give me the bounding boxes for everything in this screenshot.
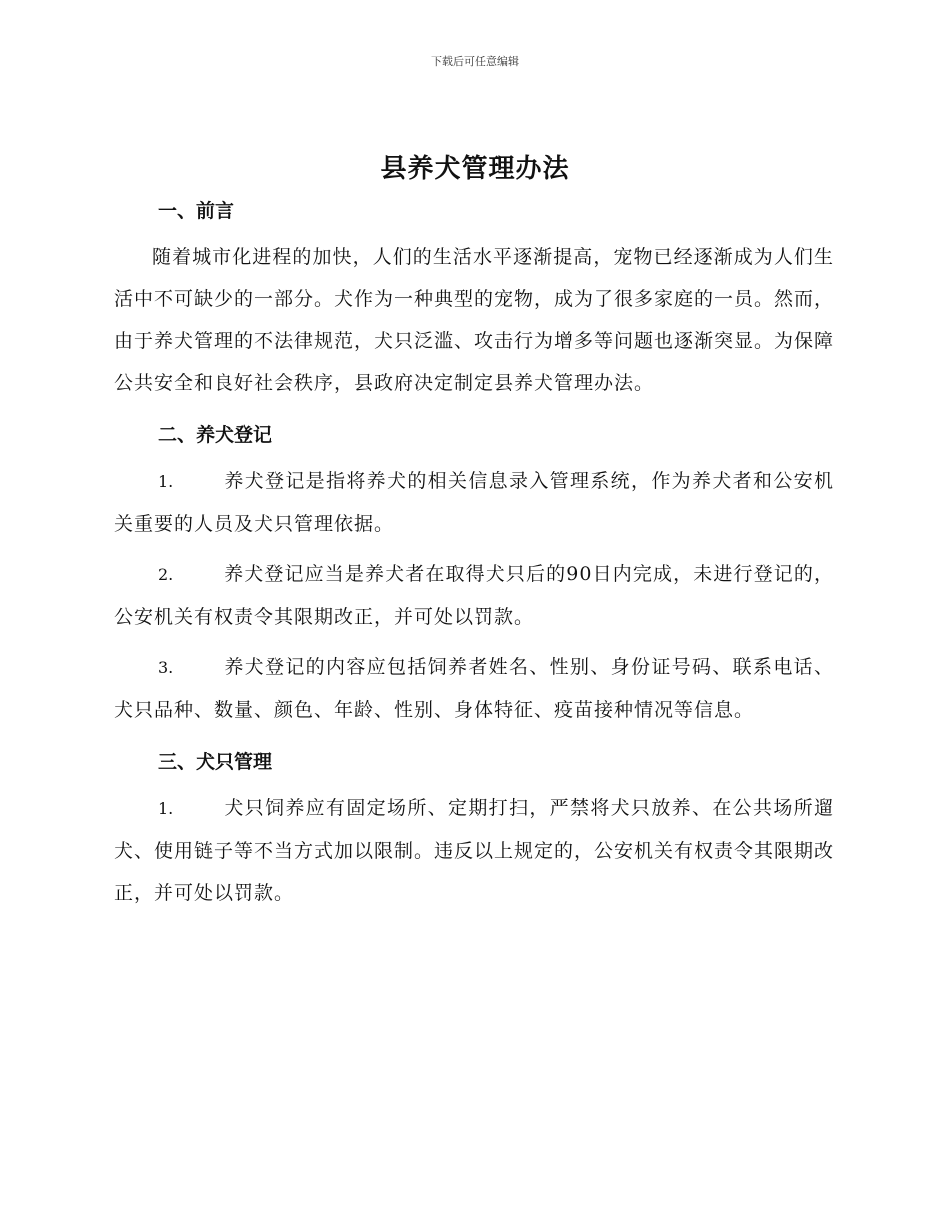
item-text: 犬只饲养应有固定场所、定期打扫，严禁将犬只放养、在公共场所遛犬、使用链子等不当方式加以限制。违反以上规定的，公安机关有权责令其限期改正，并可处以罚款。 (114, 797, 835, 904)
registration-item-2 (114, 553, 834, 638)
registration-item-3 (114, 646, 834, 731)
section-heading-preface: 一、前言 (158, 200, 235, 222)
registration-item-1 (114, 460, 834, 545)
management-item-1 (114, 787, 834, 914)
item-number: 3. (158, 658, 174, 677)
document-body (114, 194, 834, 914)
item-number: 1. (158, 799, 174, 818)
item-text: 养犬登记是指将养犬的相关信息录入管理系统，作为养犬者和公安机关重要的人员及犬只管理依据。 (114, 470, 834, 535)
item-text: 养犬登记应当是养犬者在取得犬只后的90日内完成，未进行登记的，公安机关有权责令其限期改正，并可处以罚款。 (114, 563, 834, 628)
item-number: 2. (158, 565, 174, 584)
document-title: 县养犬管理办法 (380, 154, 570, 184)
item-number: 1. (158, 472, 174, 491)
preface-paragraph: 随着城市化进程的加快，人们的生活水平逐渐提高，宠物已经逐渐成为人们生活中不可缺少的一部分。犬作为一种典型的宠物，成为了很多家庭的一员。然而，由于养犬管理的不法律规范，犬只泛滥、攻击行为增多等问题也逐渐突显。为保障公共安全和良好社会秩序，县政府决定制定县养犬管理办法。 (114, 246, 835, 394)
header-note: 下载后可任意编辑 (431, 55, 519, 68)
item-text: 养犬登记的内容应包括饲养者姓名、性别、身份证号码、联系电话、犬只品种、数量、颜色、年龄、性别、身体特征、疫苗接种情况等信息。 (114, 656, 834, 721)
section-heading-dog-management: 三、犬只管理 (158, 751, 273, 773)
section-heading-registration: 二、养犬登记 (158, 424, 273, 446)
